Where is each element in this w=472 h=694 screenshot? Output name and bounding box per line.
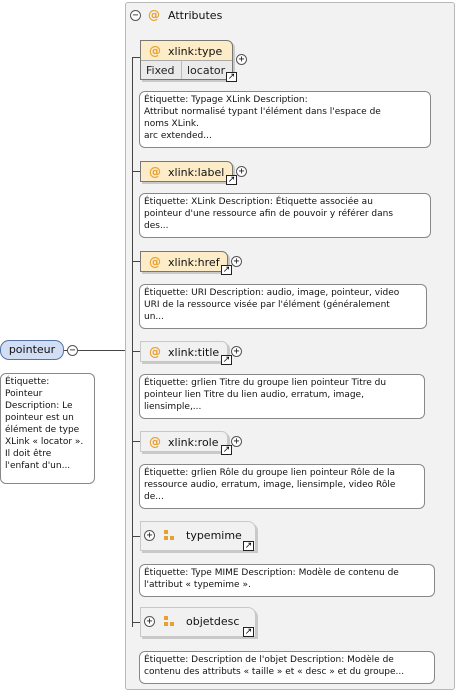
expand-toggle[interactable]	[231, 346, 242, 357]
external-link-icon[interactable]	[221, 265, 232, 275]
attribute-name: xlink:label	[168, 166, 225, 179]
branch-connector	[132, 171, 140, 172]
attribute-node-xlink-type[interactable]	[140, 40, 233, 80]
branch-connector	[132, 622, 140, 623]
doc-line: des...	[144, 221, 169, 231]
expand-icon: +	[233, 436, 240, 447]
doc-line: Étiquette: Description de l'objet Description: Modèle de	[144, 655, 394, 665]
doc-line: Étiquette: grlien Rôle du groupe lien pointeur Rôle de la	[144, 468, 395, 478]
attribute-at-icon: @	[149, 435, 161, 449]
doc-line: Étiquette: Typage XLink Description:	[144, 95, 308, 105]
attribute-name: xlink:href	[168, 256, 220, 269]
doc-line: un...	[144, 312, 164, 322]
attribute-group-icon	[164, 530, 176, 542]
expand-toggle[interactable]	[236, 54, 247, 65]
arrow-icon: ↗	[222, 355, 231, 365]
root-doc-line: élément de type	[5, 425, 80, 435]
attribute-documentation	[139, 193, 431, 238]
root-doc-line: XLink « locator ».	[5, 437, 84, 447]
expand-toggle[interactable]	[144, 616, 155, 627]
root-doc-line: Pointeur	[5, 389, 43, 399]
external-link-icon[interactable]	[221, 355, 232, 365]
root-doc-line: Description: Le	[5, 401, 73, 411]
doc-line: Étiquette: XLink Description: Étiquette associée au	[144, 197, 373, 207]
attribute-at-icon: @	[149, 44, 161, 58]
attribute-name: xlink:type	[168, 45, 223, 58]
attribute-group-name: objetdesc	[186, 615, 240, 628]
doc-line: URI de la ressource visée par l'élément (généralement	[144, 300, 390, 310]
attribute-node-xlink-role[interactable]	[140, 431, 228, 452]
doc-line: Étiquette: URI Description: audio, image, pointeur, video	[144, 288, 400, 298]
attribute-documentation	[139, 464, 425, 509]
expand-icon: +	[233, 256, 240, 267]
attribute-group-node-typemime[interactable]	[140, 521, 256, 551]
expand-icon: +	[238, 166, 245, 177]
root-doc-line: Il doit être	[5, 449, 52, 459]
attribute-documentation	[139, 564, 435, 597]
doc-line: pointeur d'une ressource afin de pouvoir y référer dans	[144, 209, 394, 219]
root-collapse-toggle[interactable]	[67, 345, 78, 356]
external-link-icon[interactable]	[243, 627, 254, 637]
arrow-icon: ↗	[244, 541, 253, 551]
expand-icon: +	[233, 346, 240, 357]
attribute-group-node-objetdesc[interactable]	[140, 607, 256, 637]
doc-line: arc extended...	[144, 131, 212, 141]
arrow-icon: ↗	[222, 265, 231, 275]
attribute-node-xlink-href[interactable]	[140, 251, 228, 272]
expand-toggle[interactable]	[231, 436, 242, 447]
attribute-documentation	[139, 651, 435, 684]
expand-icon: +	[146, 530, 153, 541]
doc-line: de...	[144, 492, 164, 502]
attributes-panel-title: Attributes	[168, 9, 223, 22]
doc-line: Étiquette: Type MIME Description: Modèle de contenu de	[144, 568, 399, 578]
doc-line: l'attribut « typemime ».	[144, 580, 251, 590]
attribute-node-xlink-label[interactable]	[140, 161, 233, 182]
doc-line: liensimple,...	[144, 402, 202, 412]
doc-line: Étiquette: grlien Titre du groupe lien pointeur Titre du	[144, 378, 387, 388]
fixed-value: locator	[187, 64, 226, 77]
attribute-name: xlink:role	[168, 436, 219, 449]
arrow-icon: ↗	[227, 175, 236, 185]
attributes-collapse-toggle[interactable]	[130, 10, 141, 21]
arrow-icon: ↗	[227, 72, 236, 82]
expand-toggle[interactable]	[144, 530, 155, 541]
attribute-documentation	[139, 374, 425, 419]
fixed-label: Fixed	[146, 64, 175, 77]
doc-line: contenu des attributs « taille » et « desc » et du groupe...	[144, 667, 405, 677]
expand-toggle[interactable]	[236, 166, 247, 177]
branch-connector	[132, 441, 140, 442]
root-doc-line: Étiquette:	[5, 377, 50, 387]
root-doc-line: pointeur est un	[5, 413, 74, 423]
arrow-icon: ↗	[244, 627, 253, 637]
branch-connector	[132, 536, 140, 537]
expand-icon: +	[238, 54, 245, 65]
attribute-at-icon: @	[149, 255, 161, 269]
attribute-group-name: typemime	[186, 529, 242, 542]
attribute-at-icon: @	[148, 8, 160, 22]
external-link-icon[interactable]	[243, 541, 254, 551]
root-element-label: pointeur	[8, 343, 56, 356]
attribute-documentation	[139, 91, 431, 148]
attribute-at-icon: @	[149, 165, 161, 179]
doc-line: pointeur lien Titre du lien audio, erratum, image,	[144, 390, 364, 400]
expand-icon: +	[146, 616, 153, 627]
external-link-icon[interactable]	[221, 445, 232, 455]
branch-connector	[132, 57, 140, 58]
attribute-name: xlink:title	[168, 346, 220, 359]
branch-connector	[132, 261, 140, 262]
branch-connector	[132, 351, 140, 352]
external-link-icon[interactable]	[226, 175, 237, 185]
collapse-icon: −	[132, 10, 139, 21]
doc-line: noms XLink.	[144, 119, 199, 129]
cell-divider	[181, 61, 182, 79]
root-element-pointeur[interactable]	[0, 340, 64, 360]
attribute-node-xlink-title[interactable]	[140, 341, 228, 362]
doc-line: ressource audio, erratum, image, liensimple, video Rôle	[144, 480, 396, 490]
collapse-icon: −	[69, 345, 76, 356]
attribute-documentation	[139, 284, 427, 329]
attribute-group-icon	[164, 616, 176, 628]
attribute-at-icon: @	[149, 345, 161, 359]
external-link-icon[interactable]	[226, 72, 237, 82]
root-doc-line: l'enfant d'un...	[5, 461, 71, 471]
arrow-icon: ↗	[222, 445, 231, 455]
expand-toggle[interactable]	[231, 256, 242, 267]
doc-line: Attribut normalisé typant l'élément dans l'espace de	[144, 107, 381, 117]
root-documentation	[0, 373, 95, 484]
tree-line	[132, 57, 133, 627]
